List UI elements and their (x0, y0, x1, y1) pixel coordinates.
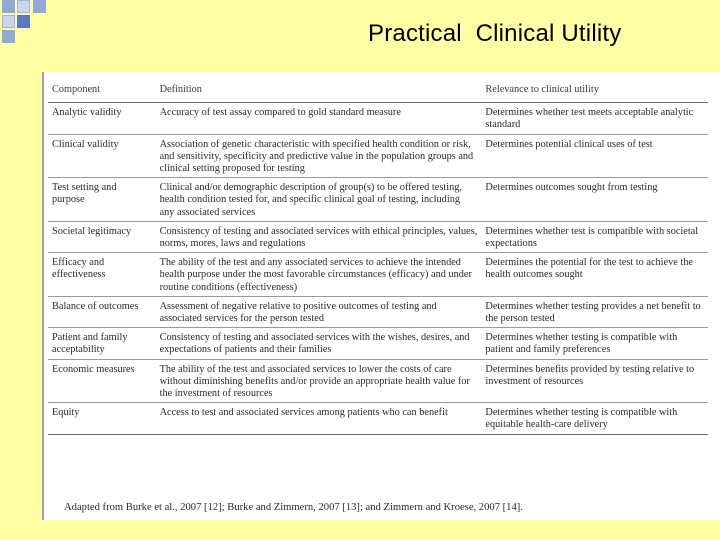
cell-component: Patient and family acceptability (48, 328, 156, 359)
cell-definition: The ability of the test and associated services to lower the costs of care without diminishing benefits and/or provide an appropriate health value for the investment of resources (156, 359, 482, 403)
table-row (48, 178, 708, 222)
table-row (48, 134, 708, 178)
table-row (48, 103, 708, 134)
header-definition: Definition (156, 80, 482, 103)
cell-component: Equity (48, 403, 156, 434)
header-relevance: Relevance to clinical utility (481, 80, 708, 103)
cell-relevance: Determines the potential for the test to achieve the health outcomes sought (481, 253, 708, 297)
table-row (48, 403, 708, 434)
cell-definition: Consistency of testing and associated services with the wishes, desires, and expectations of patients and their families (156, 328, 482, 359)
cell-relevance: Determines whether testing is compatible with patient and family preferences (481, 328, 708, 359)
cell-component: Test setting and purpose (48, 178, 156, 222)
table-row (48, 253, 708, 297)
table-caption: Adapted from Burke et al., 2007 [12]; Burke and Zimmern, 2007 [13]; and Zimmern and Kroese, 2007 [14]. (64, 502, 523, 513)
cell-relevance: Determines outcomes sought from testing (481, 178, 708, 222)
cell-relevance: Determines whether testing provides a net benefit to the person tested (481, 296, 708, 327)
cell-definition: Assessment of negative relative to positive outcomes of testing and associated services for the person tested (156, 296, 482, 327)
cell-component: Clinical validity (48, 134, 156, 178)
cell-definition: Accuracy of test assay compared to gold standard measure (156, 103, 482, 134)
clinical-utility-table (48, 80, 708, 435)
cell-component: Analytic validity (48, 103, 156, 134)
cell-component: Societal legitimacy (48, 221, 156, 252)
cell-relevance: Determines potential clinical uses of test (481, 134, 708, 178)
cell-definition: Consistency of testing and associated services with ethical principles, values, norms, mores, laws and regulations (156, 221, 482, 252)
cell-definition: Clinical and/or demographic description of group(s) to be offered testing, health condition tested for, and specific clinical goal of testing, including any associated services (156, 178, 482, 222)
cell-component: Economic measures (48, 359, 156, 403)
table-row (48, 328, 708, 359)
cell-relevance: Determines benefits provided by testing relative to investment of resources (481, 359, 708, 403)
cell-relevance: Determines whether testing is compatible with equitable health-care delivery (481, 403, 708, 434)
table-row (48, 296, 708, 327)
cell-component: Balance of outcomes (48, 296, 156, 327)
table-row (48, 359, 708, 403)
cell-definition: The ability of the test and any associated services to achieve the intended health purpose under the most favorable circumstances (efficacy) and under routine conditions (effectiveness) (156, 253, 482, 297)
cell-relevance: Determines whether test meets acceptable analytic standard (481, 103, 708, 134)
frame-border (42, 72, 44, 520)
table-row (48, 221, 708, 252)
table-header-row (48, 80, 708, 103)
cell-relevance: Determines whether test is compatible with societal expectations (481, 221, 708, 252)
cell-definition: Access to test and associated services among patients who can benefit (156, 403, 482, 434)
cell-definition: Association of genetic characteristic with specified health condition or risk, and sensitivity, specificity and predictive value in the population groups and clinical setting proposed for testing (156, 134, 482, 178)
cell-component: Efficacy and effectiveness (48, 253, 156, 297)
header-component: Component (48, 80, 156, 103)
slide-title: Practical Clinical Utility (368, 20, 622, 47)
